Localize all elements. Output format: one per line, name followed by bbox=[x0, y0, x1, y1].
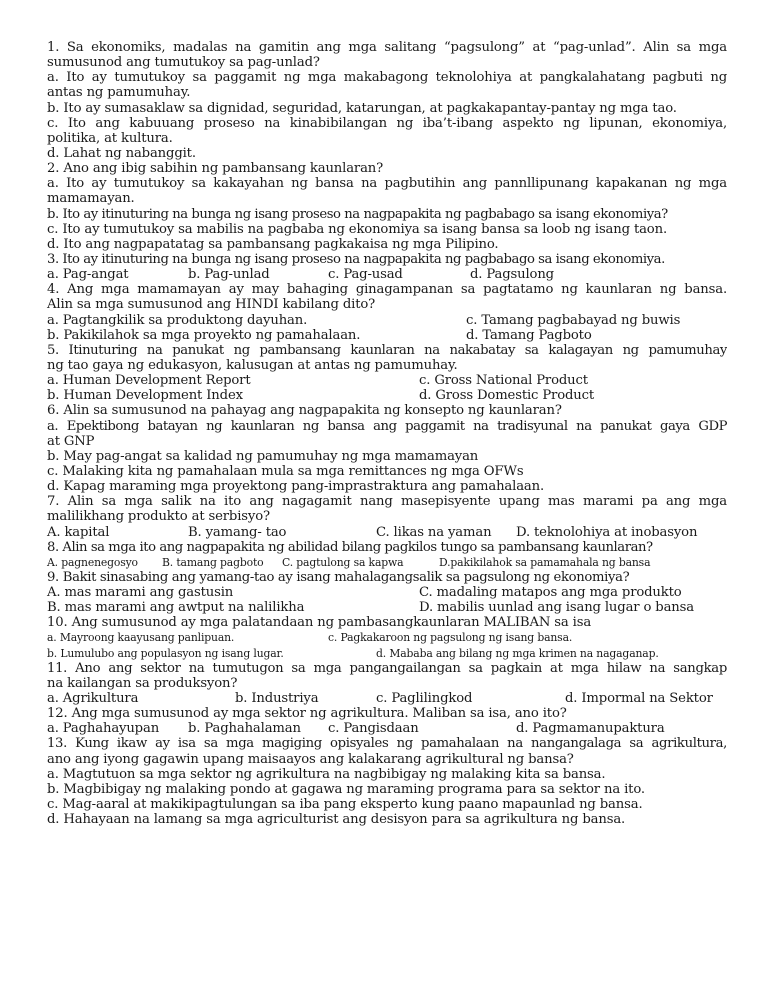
option-a: a. Agrikultura bbox=[47, 691, 139, 707]
question-stem: 9. Bakit sinasabing ang yamang-tao ay isang mahalagangsalik sa pagsulong ng ekonomiya? bbox=[47, 569, 630, 585]
option-a-cont: mamamayan. bbox=[47, 191, 135, 207]
option-a: a. Magtutuon sa mga sektor ng agrikultura na nagbibigay ng malaking kita sa bansa. bbox=[47, 766, 606, 782]
question-4 bbox=[47, 282, 727, 343]
option-d: d. Pagsulong bbox=[470, 267, 554, 283]
options-row bbox=[47, 600, 727, 615]
question-stem: 1. Sa ekonomiks, madalas na gamitin ang mga salitang “pagsulong” at “pag-unlad”. Alin sa mga bbox=[47, 40, 727, 55]
question-stem: 5. Itinuturing na panukat ng pambansang kaunlaran na nakabatay sa kalagayan ng pamumuhay bbox=[47, 342, 727, 358]
option-a: a. Ito ay tumutukoy sa paggamit ng mga makabagong teknolohiya at pangkalahatang pagbuti ng bbox=[47, 70, 727, 86]
option-a: a. Ito ay tumutukoy sa kakayahan ng bansa na pagbutihin ang pannllipunang kapakanan ng mga bbox=[47, 176, 727, 192]
option-c: c. Pag-usad bbox=[328, 267, 403, 283]
options-row bbox=[47, 630, 727, 645]
option-a: A. kapital bbox=[47, 524, 110, 540]
option-d: D. mabilis uunlad ang isang lugar o bansa bbox=[419, 600, 694, 616]
question-stem: ano ang iyong gagawin upang maisaayos ang kalakarang agrikultural ng bansa? bbox=[47, 751, 574, 767]
option-a: a. Pag-angat bbox=[47, 267, 129, 283]
question-stem: 4. Ang mga mamamayan ay may bahaging ginagampanan sa pagtatamo ng kaunlaran ng bansa. bbox=[47, 282, 727, 298]
option-a: a. Paghahayupan bbox=[47, 721, 160, 737]
option-d: D. teknolohiya at inobasyon bbox=[516, 524, 698, 540]
option-c: c. Gross National Product bbox=[419, 373, 588, 389]
option-c: c. Malaking kita ng pamahalaan mula sa mga remittances ng mga OFWs bbox=[47, 463, 524, 479]
question-13 bbox=[47, 736, 727, 827]
option-b: B. yamang- tao bbox=[188, 524, 287, 540]
option-c: c. Ito ay tumutukoy sa mabilis na pagbaba ng ekonomiya sa isang bansa sa loob ng isang taon. bbox=[47, 221, 667, 237]
option-c: c. Pangisdaan bbox=[328, 721, 419, 737]
option-c: C. likas na yaman bbox=[376, 524, 492, 540]
question-stem: 11. Ano ang sektor na tumutugon sa mga pangangailangan sa pagkain at mga hilaw na sangkap bbox=[47, 660, 727, 676]
question-9 bbox=[47, 570, 727, 615]
option-b: b. Ito ay itinuturing na bunga ng isang proseso na nagpapakita ng pagbabago sa isang ekonomiya? bbox=[47, 206, 668, 222]
option-b: b. Pakikilahok sa mga proyekto ng pamahalaan. bbox=[47, 327, 361, 343]
question-5 bbox=[47, 343, 727, 404]
option-b: b. Industriya bbox=[235, 691, 319, 707]
question-stem: 6. Alin sa sumusunod na pahayag ang nagpapakita ng konsepto ng kaunlaran? bbox=[47, 403, 562, 419]
option-a: a. Pagtangkilik sa produktong dayuhan. bbox=[47, 312, 308, 328]
option-a: A. mas marami ang gastusin bbox=[47, 585, 234, 601]
options-row bbox=[47, 691, 727, 706]
question-7 bbox=[47, 494, 727, 539]
option-c: c. Ito ang kabuuang proseso na kinabibilangan ng iba’t-ibang aspekto ng lipunan, ekonomiya, bbox=[47, 115, 727, 131]
option-c: c. Tamang pagbabayad ng buwis bbox=[466, 312, 681, 328]
option-b: b. Lumulubo ang populasyon ng isang lugar. bbox=[47, 646, 284, 660]
option-d: D.pakikilahok sa pamamahala ng bansa bbox=[439, 555, 651, 569]
option-d: d. Impormal na Sektor bbox=[565, 691, 713, 707]
option-d: d. Gross Domestic Product bbox=[419, 388, 595, 404]
question-stem: sumusunod ang tumutukoy sa pag-unlad? bbox=[47, 55, 320, 71]
question-stem: 12. Ang mga sumusunod ay mga sektor ng agrikultura. Maliban sa isa, ano ito? bbox=[47, 706, 567, 722]
option-a-cont: antas ng pamumuhay. bbox=[47, 85, 191, 101]
options-row bbox=[47, 267, 727, 282]
question-10 bbox=[47, 615, 727, 660]
option-c: C. pagtulong sa kapwa bbox=[282, 555, 404, 569]
question-11 bbox=[47, 661, 727, 706]
option-d: d. Hahayaan na lamang sa mga agriculturist ang desisyon para sa agrikultura ng bansa. bbox=[47, 812, 626, 828]
question-stem: na kailangan sa produksyon? bbox=[47, 675, 238, 691]
option-a-cont: at GNP bbox=[47, 433, 95, 449]
options-row bbox=[47, 328, 727, 343]
option-b: B. mas marami ang awtput na nalilikha bbox=[47, 600, 305, 616]
options-row bbox=[47, 721, 727, 736]
question-stem: 13. Kung ikaw ay isa sa mga magiging opisyales ng pamahalaan na nangangalaga sa agrikultura, bbox=[47, 736, 727, 752]
question-stem: malilikhang produkto at serbisyo? bbox=[47, 509, 270, 525]
option-a: a. Human Development Report bbox=[47, 373, 251, 389]
option-b: b. Human Development Index bbox=[47, 388, 243, 404]
option-d: d. Pagmamanupaktura bbox=[516, 721, 665, 737]
options-row bbox=[47, 585, 727, 600]
options-row bbox=[47, 525, 727, 540]
question-stem: 10. Ang sumusunod ay mga palatandaan ng pambasangkaunlaran MALIBAN sa isa bbox=[47, 615, 592, 631]
option-b: b. Magbibigay ng malaking pondo at gagawa ng maraming programa para sa sektor na ito. bbox=[47, 781, 645, 797]
options-row bbox=[47, 555, 727, 570]
option-a: a. Epektibong batayan ng kaunlaran ng bansa ang paggamit na tradisyunal na panukat gaya GDP bbox=[47, 418, 727, 434]
option-c: C. madaling matapos ang mga produkto bbox=[419, 585, 682, 601]
option-a: A. pagnenegosyo bbox=[47, 555, 138, 569]
option-c: c. Mag-aaral at makikipagtulungan sa iba pang eksperto kung paano mapaunlad ng bansa. bbox=[47, 797, 643, 813]
option-b: B. tamang pagboto bbox=[162, 555, 264, 569]
question-stem: 8. Alin sa mga ito ang nagpapakita ng abilidad bilang pagkilos tungo sa pambansang kaunlaran? bbox=[47, 539, 653, 555]
option-b: b. Paghahalaman bbox=[188, 721, 301, 737]
question-stem: 7. Alin sa mga salik na ito ang nagagamit nang masepisyente upang mas marami pa ang mga bbox=[47, 494, 727, 510]
options-row bbox=[47, 373, 727, 388]
option-d: d. Tamang Pagboto bbox=[466, 327, 592, 343]
question-12 bbox=[47, 706, 727, 736]
option-c-cont: politika, at kultura. bbox=[47, 130, 173, 146]
question-1 bbox=[47, 40, 727, 161]
option-b: b. Pag-unlad bbox=[188, 267, 270, 283]
option-b: b. May pag-angat sa kalidad ng pamumuhay ng mga mamamayan bbox=[47, 448, 479, 464]
question-8 bbox=[47, 540, 727, 570]
quiz-document bbox=[47, 40, 727, 827]
option-b: b. Ito ay sumasaklaw sa dignidad, seguridad, katarungan, at pagkakapantay-pantay ng mga tao. bbox=[47, 100, 677, 116]
option-c: c. Paglilingkod bbox=[376, 691, 473, 707]
question-stem: 3. Ito ay itinuturing na bunga ng isang proseso na nagpapakita ng pagbabago sa isang ekonomiya. bbox=[47, 251, 665, 267]
question-3 bbox=[47, 252, 727, 282]
question-2 bbox=[47, 161, 727, 252]
question-6 bbox=[47, 403, 727, 494]
question-stem: 2. Ano ang ibig sabihin ng pambansang kaunlaran? bbox=[47, 161, 384, 177]
options-row bbox=[47, 388, 727, 403]
option-a: a. Mayroong kaayusang panlipuan. bbox=[47, 631, 235, 645]
option-c: c. Pagkakaroon ng pagsulong ng isang bansa. bbox=[328, 631, 573, 645]
option-d: d. Mababa ang bilang ng mga krimen na nagaganap. bbox=[376, 646, 659, 660]
option-d: d. Ito ang nagpapatatag sa pambansang pagkakaisa ng mga Pilipino. bbox=[47, 236, 499, 252]
option-d: d. Kapag maraming mga proyektong pang-imprastraktura ang pamahalaan. bbox=[47, 479, 545, 495]
question-stem: ng tao gaya ng edukasyon, kalusugan at antas ng pamumuhay. bbox=[47, 357, 458, 373]
options-row bbox=[47, 313, 727, 328]
question-stem: Alin sa mga sumusunod ang HINDI kabilang dito? bbox=[47, 297, 376, 313]
option-d: d. Lahat ng nabanggit. bbox=[47, 145, 196, 161]
options-row bbox=[47, 646, 727, 661]
